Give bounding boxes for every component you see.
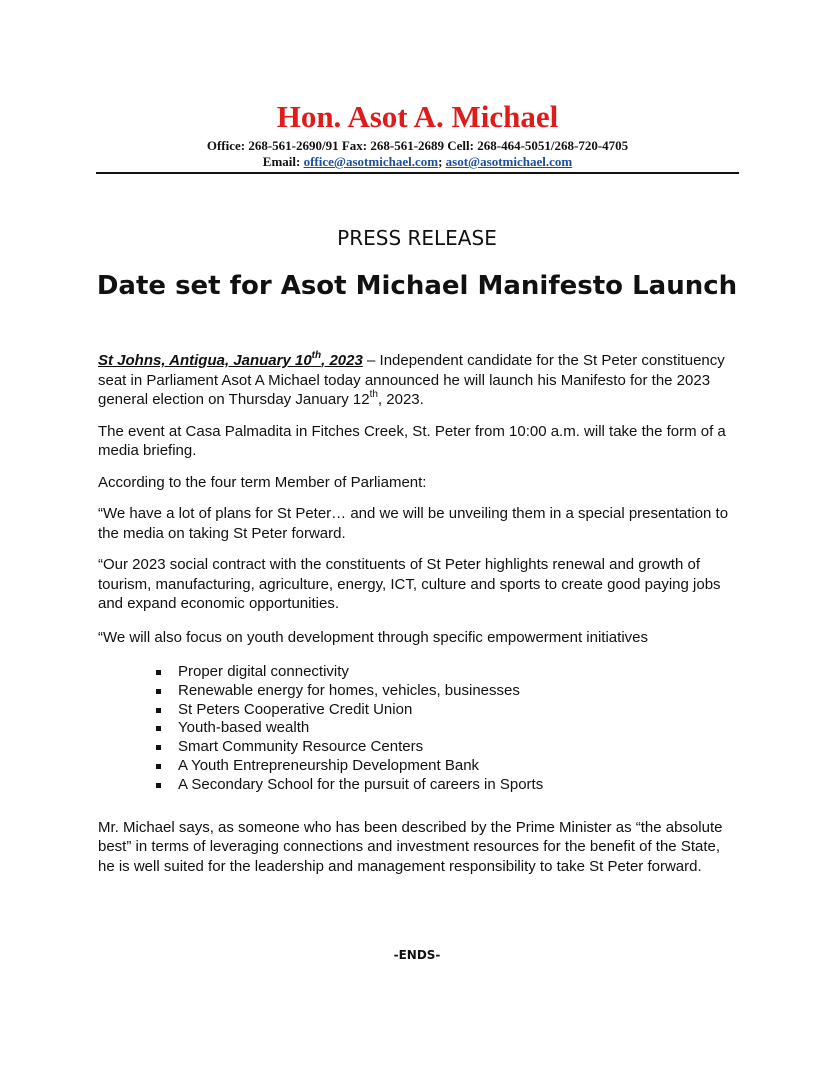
letterhead-divider: [96, 172, 739, 174]
list-item: [156, 738, 738, 757]
list-item-text: Renewable energy for homes, vehicles, businesses: [178, 681, 520, 699]
initiatives-list: [98, 663, 738, 795]
paragraph-closing: Mr. Michael says, as someone who has been described by the Prime Minister as “the absolute best” in terms of leveraging connections and investment resources for the benefit of the State, he is well suited for the leadership and management responsibility to take St Peter forward.: [98, 818, 723, 875]
letterhead-contact-line: Office: 268-561-2690/91 Fax: 268-561-2689 Cell: 268-464-5051/268-720-4705: [206, 138, 629, 153]
dateline-year: , 2023: [321, 352, 363, 369]
list-item-text: St Peters Cooperative Credit Union: [178, 700, 413, 718]
bullet-square-icon: [156, 726, 161, 731]
bullet-square-icon: [156, 745, 161, 750]
letterhead-email-line: [96, 154, 739, 170]
email-link-asot[interactable]: asot@asotmichael.com: [445, 154, 573, 169]
paragraph-intro: [98, 351, 738, 410]
letterhead: [96, 98, 739, 170]
list-item: [156, 776, 738, 795]
list-item-text: A Youth Entrepreneurship Development Bank: [178, 756, 480, 774]
release-headline: Date set for Asot Michael Manifesto Launch: [96, 271, 738, 301]
list-item: [156, 663, 738, 682]
paragraph-attribution: According to the four term Member of Parliament:: [98, 473, 427, 491]
list-item-text: Smart Community Resource Centers: [178, 738, 424, 756]
list-item: [156, 682, 738, 701]
press-release-kicker: PRESS RELEASE: [337, 226, 497, 250]
list-item-text: A Secondary School for the pursuit of careers in Sports: [178, 775, 544, 793]
intro-text: – Independent candidate for the St Peter constituency seat in Parliament Asot A Michael today announced he will launch his Manifesto for the 2023 general election on Thursday January 12: [98, 352, 725, 408]
bullet-square-icon: [156, 670, 161, 675]
bullet-square-icon: [156, 783, 161, 788]
dateline-ordinal: th: [311, 350, 322, 361]
email-separator: ;: [438, 154, 446, 169]
list-item: [156, 719, 738, 738]
paragraph-event: The event at Casa Palmadita in Fitches Creek, St. Peter from 10:00 a.m. will take the form of a media briefing.: [98, 422, 726, 459]
list-item: [156, 701, 738, 720]
email-link-office[interactable]: office@asotmichael.com: [303, 154, 439, 169]
paragraph-quote-contract: “Our 2023 social contract with the constituents of St Peter highlights renewal and growth of tourism, manufacturing, agriculture, energy, ICT, culture and sports to create good paying jobs and expand economic opportunities.: [98, 556, 721, 612]
bullet-square-icon: [156, 708, 161, 713]
intro-ordinal: th: [369, 389, 378, 400]
bullet-square-icon: [156, 689, 161, 694]
list-item-text: Proper digital connectivity: [178, 663, 349, 680]
bullet-square-icon: [156, 764, 161, 769]
dateline-text: St Johns, Antigua, January 10: [98, 352, 312, 369]
letterhead-name: Hon. Asot A. Michael: [276, 99, 559, 134]
list-item: [156, 757, 738, 776]
email-label: Email:: [262, 154, 304, 169]
ends-marker: -ENDS-: [393, 948, 441, 962]
list-item-text: Youth-based wealth: [178, 719, 310, 737]
dateline: [98, 352, 363, 369]
paragraph-quote-plans: “We have a lot of plans for St Peter… and we will be unveiling them in a special presentation to the media on taking St Peter forward.: [98, 505, 729, 542]
paragraph-quote-youth: “We will also focus on youth development through specific empowerment initiatives: [98, 628, 648, 646]
intro-text-end: , 2023.: [377, 391, 424, 408]
release-body: [98, 351, 738, 876]
